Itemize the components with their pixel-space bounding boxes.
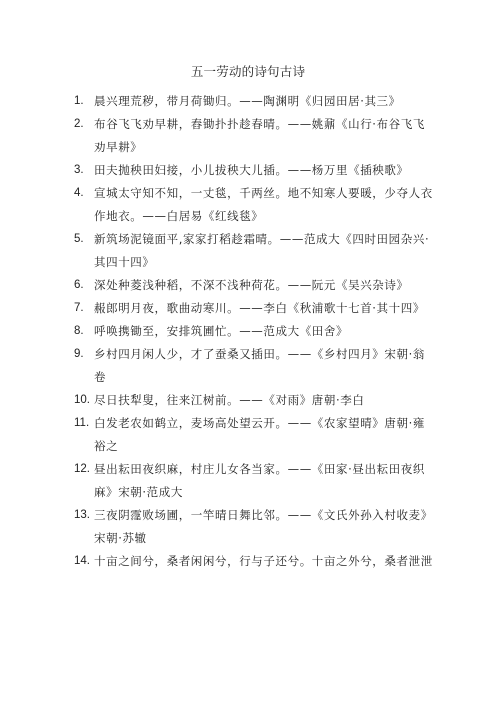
list-item: [74, 159, 434, 182]
item-text: 呼唤携锄至，安排筑圃忙。——范成大《田舍》: [94, 324, 349, 338]
item-text: 十亩之间兮，桑者闲闲兮，行与子还兮。十亩之外兮，桑者泄泄: [94, 554, 433, 568]
item-number: 14.: [74, 555, 90, 567]
list-item: [74, 297, 434, 320]
item-text: 赧郎明月夜，歌曲动寒川。——李白《秋浦歌十七首·其十四》: [94, 301, 425, 315]
poem-list: [74, 90, 434, 573]
list-item: [74, 90, 434, 113]
item-number: 10.: [74, 394, 90, 406]
list-item: [74, 389, 434, 412]
item-text: 田夫抛秧田妇接，小儿拔秧大儿插。——杨万里《插秧歌》: [94, 163, 409, 177]
list-item: [74, 550, 434, 573]
page-title: 五一劳动的诗句古诗: [190, 64, 306, 79]
item-number: 8.: [74, 325, 84, 337]
item-text: 布谷飞飞劝早耕，舂锄扑扑趁春晴。——姚鼐《山行·布谷飞飞劝早耕》: [94, 117, 425, 154]
item-number: 7.: [74, 302, 84, 314]
item-number: 13.: [74, 509, 90, 521]
item-number: 2.: [74, 118, 84, 130]
item-text: 三夜阴霪败场圃，一竿晴日舞比邻。——《文氏外孙入村收麦》宋朝·苏辙: [94, 508, 433, 545]
item-text: 白发老农如鹤立，麦场高处望云开。——《农家望晴》唐朝·雍裕之: [94, 416, 425, 453]
item-number: 9.: [74, 348, 84, 360]
item-text: 晨兴理荒秽，带月荷锄归。——陶渊明《归园田居·其三》: [94, 94, 401, 108]
list-item: [74, 274, 434, 297]
item-number: 3.: [74, 164, 84, 176]
list-item: [74, 412, 434, 458]
item-number: 6.: [74, 279, 84, 291]
item-text: 新筑场泥镜面平,家家打稻趁霜晴。——范成大《四时田园杂兴·其四十四》: [94, 232, 430, 269]
item-number: 12.: [74, 463, 90, 475]
list-item: [74, 320, 434, 343]
list-item: [74, 228, 434, 274]
item-number: 4.: [74, 187, 84, 199]
list-item: [74, 343, 434, 389]
list-item: [74, 504, 434, 550]
item-text: 尽日扶犁叟，往来江树前。——《对雨》唐朝·李白: [94, 393, 365, 407]
list-item: [74, 458, 434, 504]
item-text: 乡村四月闲人少，才了蚕桑又插田。——《乡村四月》宋朝·翁卷: [94, 347, 425, 384]
item-text: 昼出耘田夜织麻，村庄儿女各当家。——《田家·昼出耘田夜织麻》宋朝·范成大: [94, 462, 425, 499]
item-number: 1.: [74, 95, 84, 107]
item-text: 宣城太守知不知，一丈毯，千两丝。地不知寒人要暖，少夺人衣作地衣。——白居易《红线毯》: [94, 186, 433, 223]
list-item: [74, 113, 434, 159]
item-text: 深处种菱浅种稻，不深不浅种荷花。——阮元《吴兴杂诗》: [94, 278, 409, 292]
list-item: [74, 182, 434, 228]
item-number: 5.: [74, 233, 84, 245]
item-number: 11.: [74, 417, 90, 429]
